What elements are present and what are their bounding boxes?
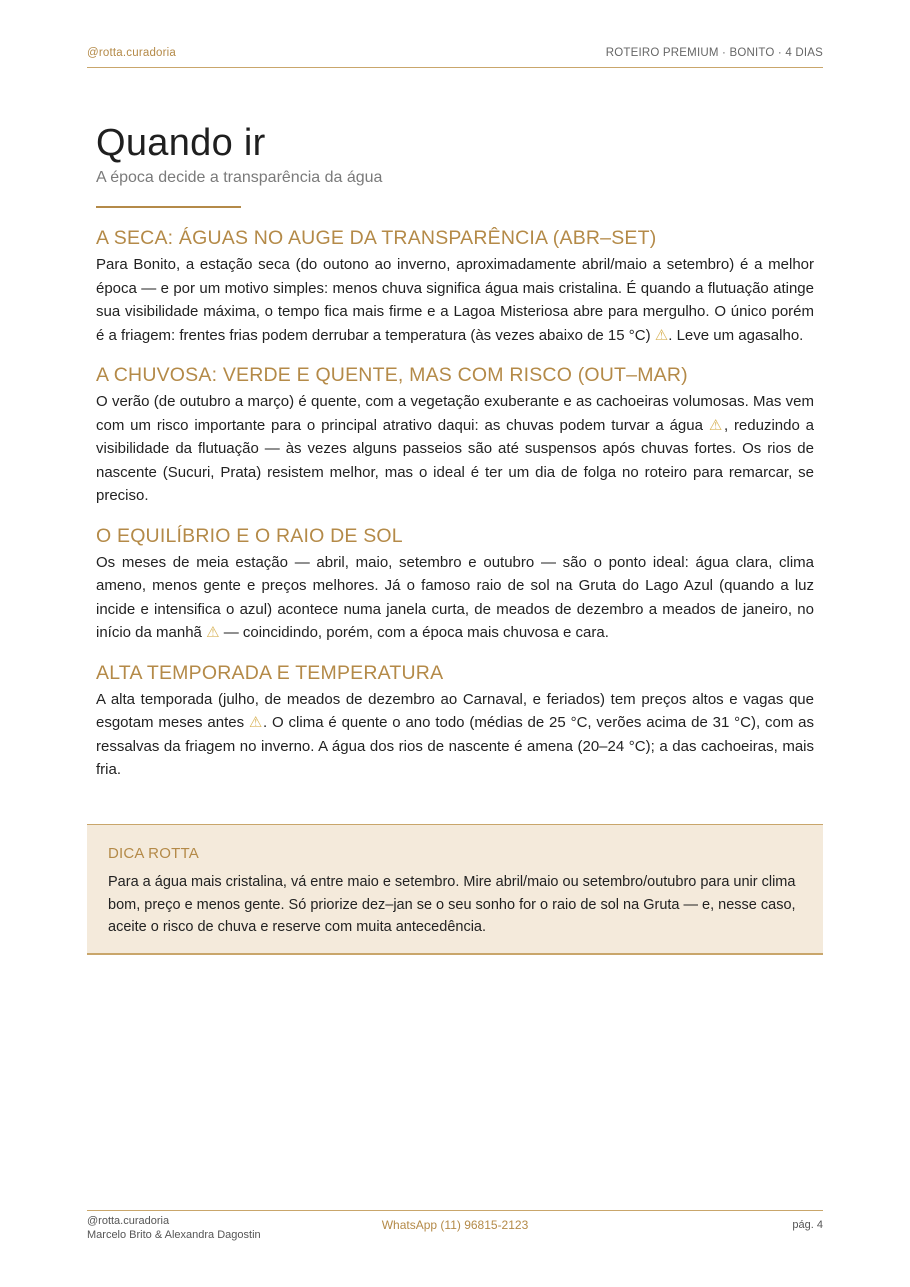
footer-authors: Marcelo Brito & Alexandra Dagostin [87,1229,261,1241]
title-divider [96,206,241,208]
section-rainy-season [96,363,814,508]
tip-box [87,824,823,955]
section-heading: A CHUVOSA: VERDE E QUENTE, MAS COM RISCO (OUT–MAR) [96,364,688,386]
section-paragraph: A alta temporada (julho, de meados de dezembro ao Carnaval, e feriados) tem preços altos e vagas que esgotam meses antes ⚠. O clima é quente o ano todo (médias de 25 °C, verões acima de 31 °C), com as ressalvas da friagem no inverno. A água dos rios de nascente é amena (20–24 °C); a das cachoeiras, mais fria. [96,690,814,778]
warning-icon: ⚠ [248,714,264,731]
warning-icon: ⚠ [206,624,220,641]
warning-icon: ⚠ [708,416,724,434]
tip-text: Para a água mais cristalina, vá entre maio e setembro. Mire abril/maio ou setembro/outubro para unir clima bom, preço e menos gente. Só priorize dez–jan se o seu sonho for o raio de sol na Gruta — e, nesse caso, aceite o risco de chuva e reserve com muita antecedência. [108,874,796,935]
page-subtitle: A época decide a transparência da água [96,169,383,186]
section-high-season [96,661,814,782]
section-paragraph: O verão (de outubro a março) é quente, com a vegetação exuberante e as cachoeiras volumosas. Mas vem com um risco importante para o principal atrativo daqui: as chuvas podem turvar a água ⚠, reduzindo a visibilidade da flutuação — às vezes alguns passeios são até suspensos após chuvas fortes. Os rios de nascente (Sucuri, Prata) resistem melhor, mas o ideal é ter um dia de folga no roteiro para remarcar, se preciso. [96,393,814,504]
footer-contact: WhatsApp (11) 96815-2123 [381,1218,529,1232]
main-content [96,120,814,782]
section-paragraph: Os meses de meia estação — abril, maio, setembro e outubro — são o ponto ideal: água clara, clima ameno, menos gente e preços melhores. Já o famoso raio de sol na Gruta do Lago Azul (quando a luz incide e intensifica o azul) acontece numa janela curta, de meados de dezembro a meados de janeiro, no início da manhã ⚠ — coincidindo, porém, com a época mais chuvosa e cara. [96,553,814,641]
page-footer [87,1210,823,1251]
section-heading: O EQUILÍBRIO E O RAIO DE SOL [96,524,403,547]
footer-brand: @rotta.curadoria [87,1215,170,1227]
header-document-label: ROTEIRO PREMIUM · BONITO · 4 DIAS [605,47,823,59]
page-number: pág. 4 [792,1219,823,1231]
section-paragraph: Para Bonito, a estação seca (do outono ao inverno, aproximadamente abril/maio a setembro) é a melhor época — e por um motivo simples: menos chuva significa água mais cristalina. É quando a flutuação atinge sua visibilidade máxima, o tempo fica mais firme e a Lagoa Misteriosa abre para mergulho. O único porém é a friagem: frentes frias podem derrubar a temperatura (às vezes abaixo de 15 °C) ⚠. Leve um agasalho. [96,256,814,344]
tip-title: DICA ROTTA [108,845,199,862]
page-header [87,40,823,68]
warning-icon: ⚠ [654,326,669,344]
section-heading: A SECA: ÁGUAS NO AUGE DA TRANSPARÊNCIA (ABR–SET) [96,227,657,249]
header-brand: @rotta.curadoria [87,47,177,59]
section-dry-season [96,226,814,347]
section-heading: ALTA TEMPORADA E TEMPERATURA [96,661,444,684]
page-title: Quando ir [96,122,266,164]
section-balance-sunbeam [96,524,814,645]
